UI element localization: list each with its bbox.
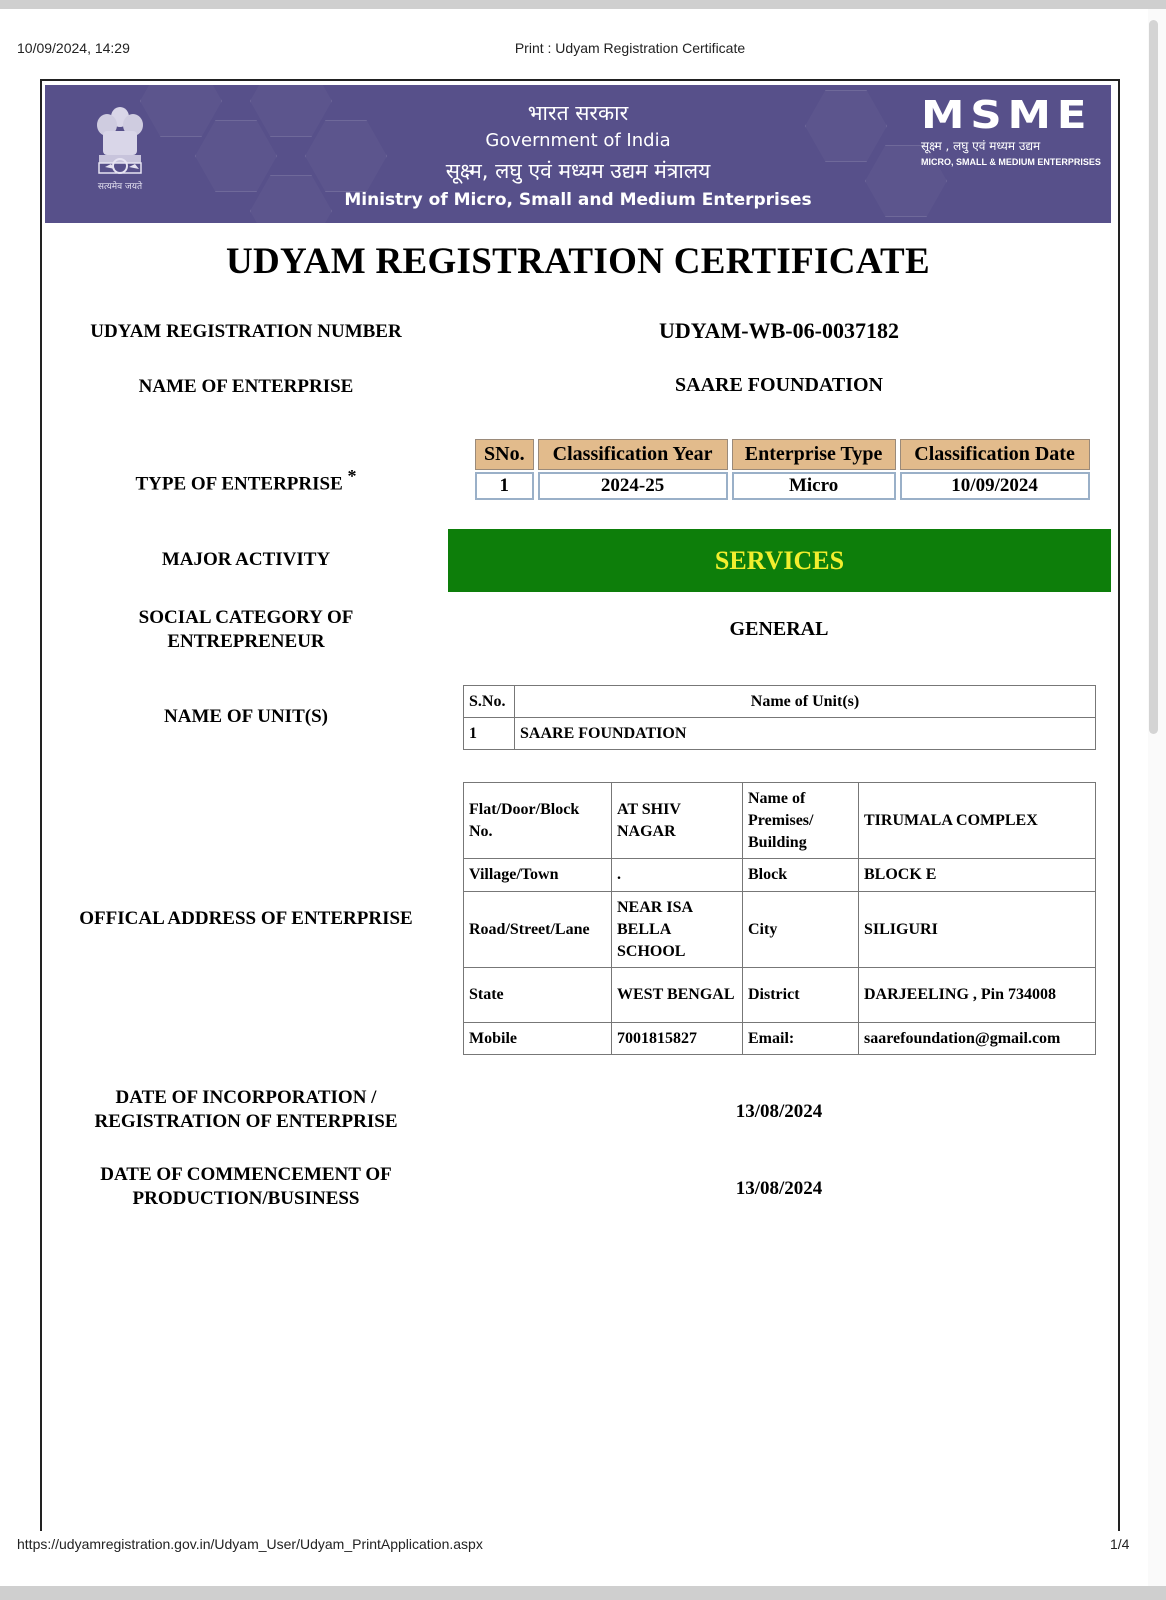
- units-header-row: [464, 686, 1096, 718]
- address-label: OFFICAL ADDRESS OF ENTERPRISE: [79, 908, 413, 929]
- enterprise-name-label: NAME OF ENTERPRISE: [138, 376, 354, 397]
- classification-row: [475, 472, 1090, 500]
- incorporation-date-value: 13/08/2024: [735, 1101, 823, 1122]
- banner-hindi-gov: भारत सरकार: [527, 101, 629, 125]
- social-category-label-line2: ENTREPRENEUR: [167, 631, 325, 652]
- address-table: [463, 782, 1096, 1055]
- address-row: [464, 968, 1096, 1023]
- emblem-motto: सत्यमेव जयते: [97, 182, 143, 192]
- address-field-label: City: [743, 892, 859, 968]
- incorporation-date-label: [36, 1086, 456, 1134]
- enterprise-name-value: SAARE FOUNDATION: [675, 374, 883, 396]
- print-timestamp: 10/09/2024, 14:29: [17, 40, 130, 56]
- address-field-label: Village/Town: [464, 859, 612, 892]
- commencement-label-line1: DATE OF COMMENCEMENT OF: [100, 1164, 392, 1185]
- address-field-value: TIRUMALA COMPLEX: [859, 783, 1096, 859]
- address-field-label: State: [464, 968, 612, 1023]
- major-activity-label: MAJOR ACTIVITY: [161, 549, 331, 570]
- classification-cell: 10/09/2024: [900, 472, 1090, 500]
- classification-header: Enterprise Type: [732, 439, 896, 470]
- address-field-label: Road/Street/Lane: [464, 892, 612, 968]
- classification-cell: 1: [475, 472, 534, 500]
- units-header: S.No.: [464, 686, 515, 718]
- units-cell: SAARE FOUNDATION: [515, 718, 1096, 750]
- classification-header: SNo.: [475, 439, 534, 470]
- enterprise-type-label-text: TYPE OF ENTERPRISE: [135, 473, 343, 495]
- address-field-label: District: [743, 968, 859, 1023]
- address-row: [464, 892, 1096, 968]
- address-field-value: AT SHIV NAGAR: [612, 783, 743, 859]
- msme-english: MICRO, SMALL & MEDIUM ENTERPRISES: [921, 157, 1101, 167]
- address-field-label: Block: [743, 859, 859, 892]
- banner-ministry: Ministry of Micro, Small and Medium Enterprises: [344, 190, 812, 210]
- units-cell: 1: [464, 718, 515, 750]
- address-field-value: .: [612, 859, 743, 892]
- incorporation-label-line1: DATE OF INCORPORATION /: [115, 1087, 377, 1108]
- social-category-label-line1: SOCIAL CATEGORY OF: [138, 607, 354, 628]
- page-url: https://udyamregistration.gov.in/Udyam_User/Udyam_PrintApplication.aspx: [17, 1536, 483, 1552]
- address-field-value: NEAR ISA BELLA SCHOOL: [612, 892, 743, 968]
- classification-cell: 2024-25: [538, 472, 728, 500]
- commencement-label-line2: PRODUCTION/BUSINESS: [132, 1188, 360, 1209]
- classification-header-row: [475, 439, 1090, 470]
- social-category-value: GENERAL: [729, 618, 829, 640]
- enterprise-type-label: [36, 464, 456, 496]
- social-category-label: [36, 606, 456, 654]
- address-field-value: BLOCK E: [859, 859, 1096, 892]
- page-number: 1/4: [1110, 1536, 1130, 1552]
- banner-gov: Government of India: [485, 130, 671, 151]
- msme-logo: [921, 95, 1101, 175]
- reg-number-value: UDYAM-WB-06-0037182: [659, 318, 899, 343]
- address-field-value: DARJEELING , Pin 734008: [859, 968, 1096, 1023]
- certificate-title: UDYAM REGISTRATION CERTIFICATE: [226, 241, 930, 282]
- units-label: NAME OF UNIT(S): [164, 706, 328, 727]
- address-row: [464, 783, 1096, 859]
- address-row: [464, 1023, 1096, 1055]
- address-row: [464, 859, 1096, 892]
- msme-logo-text: MSME: [921, 93, 1093, 137]
- units-header: Name of Unit(s): [515, 686, 1096, 718]
- incorporation-label-line2: REGISTRATION OF ENTERPRISE: [94, 1111, 398, 1132]
- commencement-date-value: 13/08/2024: [735, 1178, 823, 1199]
- units-table: [463, 685, 1096, 750]
- banner-hindi-ministry: सूक्ष्म, लघु एवं मध्यम उद्यम मंत्रालय: [445, 159, 711, 183]
- units-row: [464, 718, 1096, 750]
- address-field-label: Email:: [743, 1023, 859, 1055]
- classification-header: Classification Date: [900, 439, 1090, 470]
- address-field-value: 7001815827: [612, 1023, 743, 1055]
- address-field-value: WEST BENGAL: [612, 968, 743, 1023]
- classification-table: [471, 437, 1094, 502]
- viewer-bottom-bar: [0, 1586, 1166, 1600]
- reg-number-label: UDYAM REGISTRATION NUMBER: [90, 321, 402, 342]
- government-banner: [45, 85, 1111, 223]
- address-field-value: saarefoundation@gmail.com: [859, 1023, 1096, 1055]
- print-title: Print : Udyam Registration Certificate: [514, 40, 746, 56]
- address-field-label: Mobile: [464, 1023, 612, 1055]
- address-field-label: Name of Premises/ Building: [743, 783, 859, 859]
- commencement-date-label: [36, 1163, 456, 1211]
- msme-hindi: सूक्ष्म , लघु एवं मध्यम उद्यम: [921, 139, 1041, 153]
- classification-cell: Micro: [732, 472, 896, 500]
- classification-header: Classification Year: [538, 439, 728, 470]
- address-field-value: SILIGURI: [859, 892, 1096, 968]
- major-activity-value: SERVICES: [448, 529, 1111, 592]
- asterisk-mark: *: [347, 466, 357, 486]
- scrollbar-thumb[interactable]: [1149, 20, 1158, 734]
- viewer-top-bar: [0, 0, 1166, 9]
- address-field-label: Flat/Door/Block No.: [464, 783, 612, 859]
